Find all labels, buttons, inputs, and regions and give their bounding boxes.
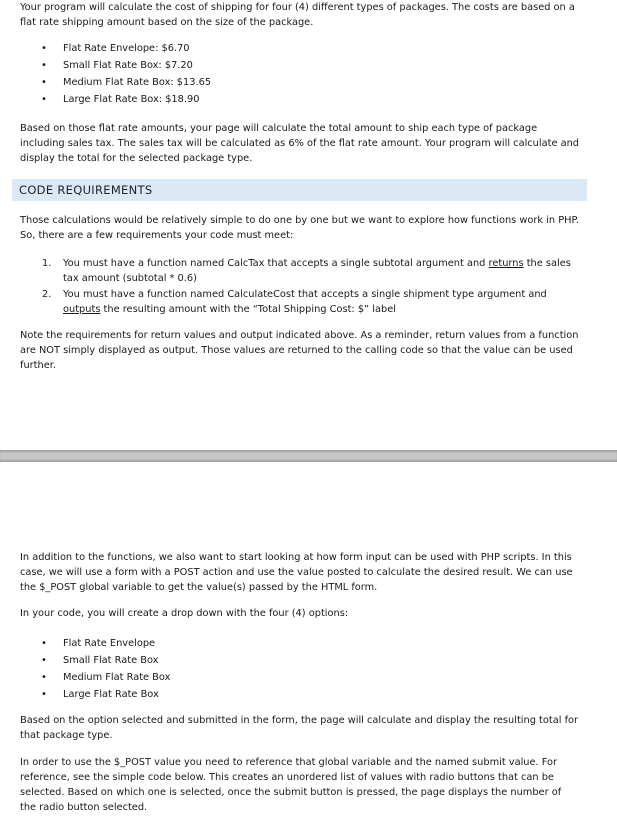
- list-item: • Flat Rate Envelope: $6.70: [20, 40, 580, 57]
- section-heading-text: CODE REQUIREMENTS: [19, 183, 153, 197]
- options-list: [20, 635, 580, 703]
- intro-paragraph: Your program will calculate the cost of shipping for four (4) different types of packages. The costs are based on a flat rate shipping amount based on the size of the package.: [20, 2, 575, 28]
- list-item: 1. You must have a function named CalcTax that accepts a single subtotal argument and returns the sales tax amount (subtotal * 0.6): [42, 258, 571, 284]
- list-item: 2. You must have a function named CalculateCost that accepts a single shipment type argument and outputs the resulting amount with the “Total Shipping Cost: $” label: [42, 289, 547, 315]
- note-paragraph: Note the requirements for return values and output indicated above. As a reminder, return values from a function are NOT simply displayed as output. Those values are returned to the calling code so that the value can be used further.: [20, 330, 579, 371]
- list-item: • Small Flat Rate Box: $7.20: [20, 57, 580, 74]
- list-item: • Small Flat Rate Box: [20, 652, 580, 669]
- document-page-2: [0, 462, 617, 827]
- based-paragraph: Based on those flat rate amounts, your page will calculate the total amount to ship each type of package including sales tax. The sales tax will be calculated as 6% of the flat rate amount. Your program will calculate and display the total for the selected package type.: [20, 123, 580, 164]
- rates-list: [20, 40, 580, 108]
- requirements-list: [20, 256, 580, 318]
- list-item: • Large Flat Rate Box: [20, 686, 580, 703]
- section-heading: [12, 179, 587, 201]
- list-item: • Flat Rate Envelope: [20, 635, 580, 652]
- calc-intro-paragraph: Those calculations would be relatively simple to do one by one but we want to explore how functions work in PHP. So, there are a few requirements your code must meet:: [20, 215, 580, 241]
- based-option-paragraph: Based on the option selected and submitted in the form, the page will calculate and display the resulting total for that package type.: [20, 715, 579, 741]
- post-note-paragraph: In order to use the $_POST value you need to reference that global variable and the named submit value. For reference, see the simple code below. This creates an unordered list of values with radio buttons that can be selected. Based on which one is selected, once the submit button is pressed, the page displays the number of the radio button selected.: [20, 757, 562, 813]
- list-item: • Medium Flat Rate Box: [20, 669, 580, 686]
- list-item: • Medium Flat Rate Box: $13.65: [20, 74, 580, 91]
- addition-paragraph: In addition to the functions, we also want to start looking at how form input can be used with PHP scripts. In this case, we will use a form with a POST action and use the value posted to calculate the desired result. We can use the $_POST global variable to get the value(s) passed by the HTML form.: [20, 552, 573, 593]
- dropdown-intro-paragraph: In your code, you will create a drop down with the four (4) options:: [20, 608, 349, 619]
- page-break: [0, 450, 617, 462]
- list-item: • Large Flat Rate Box: $18.90: [20, 91, 580, 108]
